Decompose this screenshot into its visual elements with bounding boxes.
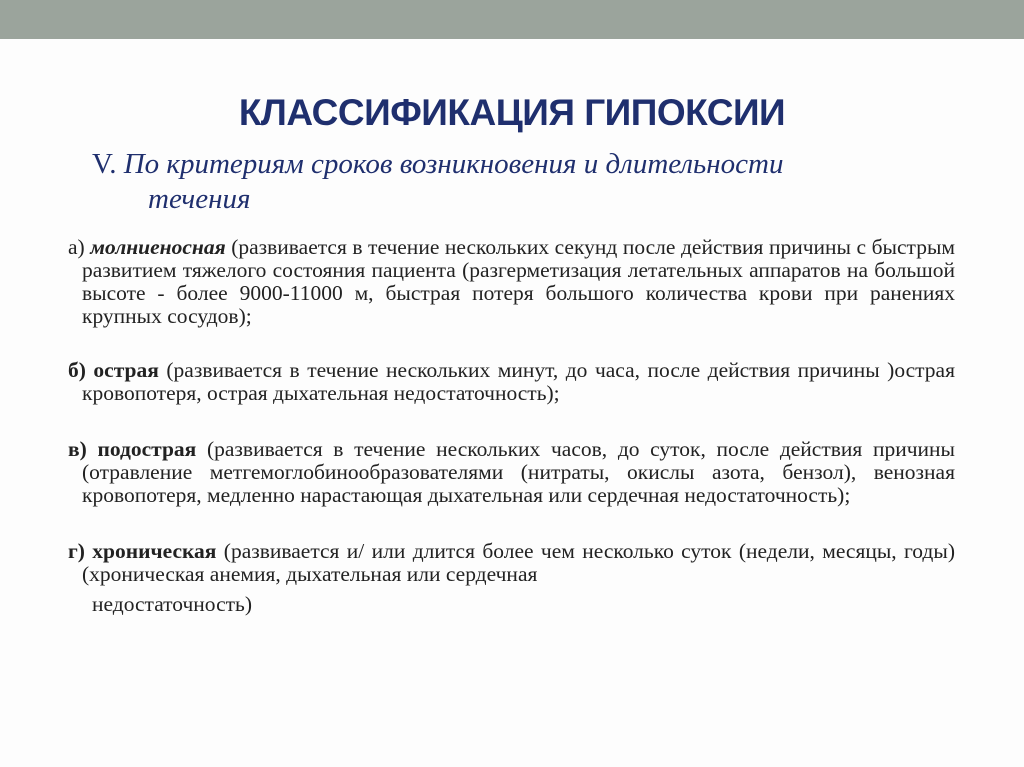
- list-item-acute: [68, 359, 955, 405]
- item-term: острая: [93, 358, 159, 382]
- slide-title: КЛАССИФИКАЦИЯ ГИПОКСИИ: [238, 92, 786, 133]
- slide-subtitle: [92, 147, 912, 217]
- item-prefix: б): [68, 358, 94, 382]
- item-text: (развивается и/ или длится более чем несколько суток (недели, месяцы, годы) (хроническая анемия, дыхательная или сердечная: [82, 539, 955, 586]
- item-prefix: а): [68, 235, 91, 259]
- classification-list: [68, 236, 955, 616]
- top-bar: [0, 0, 1024, 39]
- item-text: (развивается в течение нескольких минут, до часа, после действия причины )острая кровопотеря, острая дыхательная недостаточность);: [82, 358, 955, 405]
- item-text-continued: недостаточность): [92, 592, 252, 616]
- item-term: молниеносная: [90, 235, 226, 259]
- item-text: (развивается в течение нескольких секунд после действия причины с быстрым развитием тяжелого состояния пациента (разгерметизация летательных аппаратов на большой высоте - более 9000-11000 м, быстрая потеря большого количества крови при ранениях крупных сосудов);: [82, 235, 955, 328]
- item-text: (развивается в течение нескольких часов, до суток, после действия причины (отравление метгемоглобинообразователями (нитраты, окислы азота, бензол), венозная кровопотеря, медленно нарастающая дыхательная или сердечная недостаточность);: [82, 437, 955, 507]
- item-prefix: г): [68, 539, 93, 563]
- subtitle-line-1: По критериям сроков возникновения и длительности: [116, 148, 784, 180]
- subtitle-numeral: V.: [92, 148, 117, 180]
- list-item-chronic: [68, 540, 955, 616]
- item-term: хроническая: [92, 539, 217, 563]
- item-term: подострая: [97, 437, 197, 461]
- list-item-subacute: [68, 438, 955, 507]
- item-prefix: в): [68, 437, 98, 461]
- subtitle-line-2: течения: [148, 183, 251, 215]
- list-item-lightning: [68, 236, 955, 328]
